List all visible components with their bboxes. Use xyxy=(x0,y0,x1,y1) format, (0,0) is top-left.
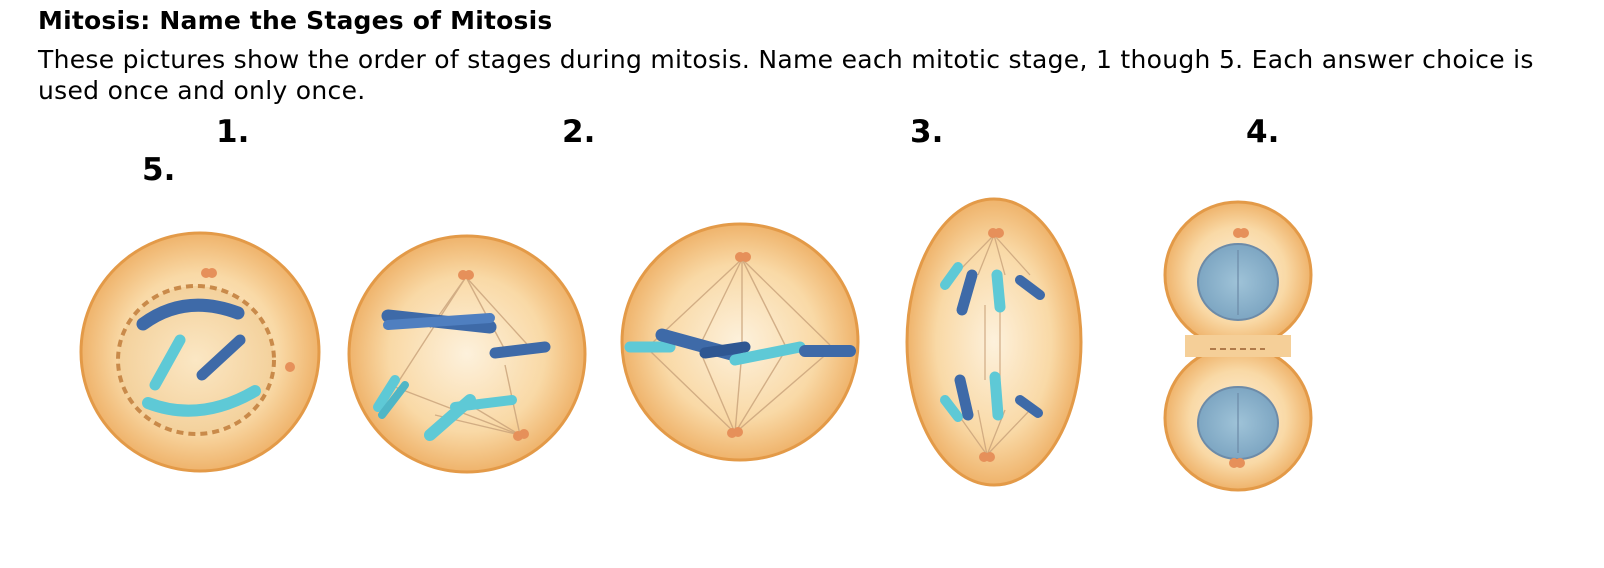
mitosis-stages-figure xyxy=(0,195,1604,495)
stage-number-4: 4. xyxy=(1246,114,1280,150)
cell-prophase xyxy=(81,233,319,471)
cell-prometaphase xyxy=(349,236,585,472)
stage-number-2: 2. xyxy=(562,114,596,150)
cell-anaphase xyxy=(907,199,1081,485)
page-title: Mitosis: Name the Stages of Mitosis xyxy=(38,6,553,35)
stage-number-5: 5. xyxy=(142,152,176,188)
cell-metaphase xyxy=(622,224,858,460)
stage-number-3: 3. xyxy=(910,114,944,150)
stage-number-1: 1. xyxy=(216,114,250,150)
instructions: These pictures show the order of stages during mitosis. Name each mitotic stage, 1 though 5. Each answer choice is used once and only once. xyxy=(38,45,1534,105)
cell-telophase xyxy=(1165,202,1311,490)
